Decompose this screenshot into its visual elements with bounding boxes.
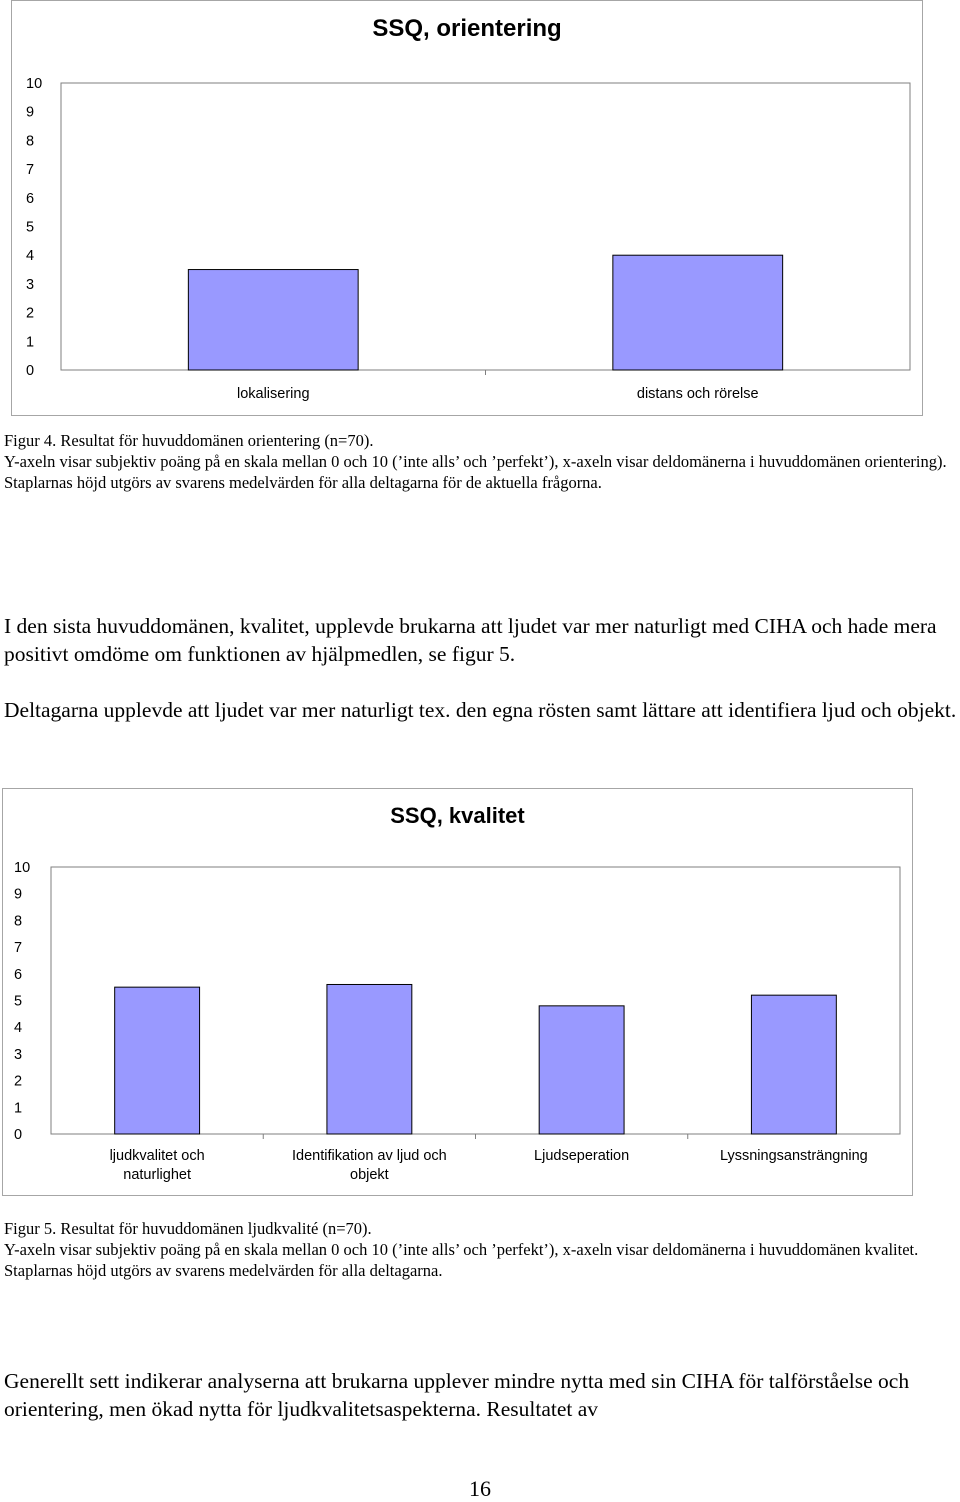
- page-number: 16: [469, 1476, 491, 1501]
- figure5-y-tick-label: 0: [14, 1127, 23, 1143]
- figure5-x-tick-label: Ljudseperation: [534, 1148, 630, 1164]
- figure4-bar: [613, 255, 783, 370]
- figure5-y-tick-label: 4: [14, 1020, 23, 1037]
- figure4-chart-svg: [12, 1, 924, 417]
- figure5-caption-title: Figur 5. Resultat för huvuddomänen ljudkvalité (n=70).: [4, 1219, 372, 1238]
- figure5-y-tick-label: 1: [14, 1100, 23, 1117]
- figure5-x-tick-label: naturlighet: [123, 1167, 191, 1183]
- figure5-y-tick-label: 6: [14, 966, 23, 983]
- paragraph-kvalitet-intro: I den sista huvuddomänen, kvalitet, upplevde brukarna att ljudet var mer naturligt med CIHA och hade mera positivt omdöme om funktionen av hjälpmedlen, se figur 5.: [4, 614, 937, 666]
- figure4-y-tick-label: 5: [26, 219, 35, 236]
- figure4-y-tick-label: 1: [26, 334, 35, 351]
- figure5-y-tick-label: 3: [14, 1046, 23, 1063]
- figure5-caption: [4, 1218, 954, 1281]
- figure4-chart-title: SSQ, orientering: [372, 15, 562, 42]
- figure5-y-tick-label: 10: [14, 860, 31, 876]
- figure5-y-tick-label: 9: [14, 886, 23, 903]
- figure5-x-tick-label: Lyssningsansträngning: [719, 1148, 868, 1164]
- figure5-chart: [2, 788, 913, 1196]
- figure5-bar: [751, 995, 836, 1134]
- figure4-y-tick-label: 4: [26, 248, 35, 265]
- figure5-chart-title: SSQ, kvalitet: [390, 803, 525, 828]
- figure5-x-tick-label: ljudkvalitet och: [109, 1148, 205, 1164]
- figure5-chart-svg: [3, 789, 914, 1197]
- figure4-y-tick-label: 2: [26, 305, 35, 322]
- paragraph-deltagarna: Deltagarna upplevde att ljudet var mer naturligt tex. den egna rösten samt lättare att identifiera ljud och objekt.: [4, 698, 957, 722]
- figure5-y-tick-label: 5: [14, 993, 23, 1010]
- figure4-x-tick-label: distans och rörelse: [636, 386, 759, 402]
- figure4-y-tick-label: 6: [26, 190, 35, 207]
- figure4-y-tick-label: 10: [26, 76, 43, 92]
- figure4-chart: [11, 0, 923, 416]
- figure4-y-tick-label: 9: [26, 104, 35, 121]
- paragraph-generellt: Generellt sett indikerar analyserna att brukarna upplever mindre nytta med sin CIHA för talförståelse och orientering, men ökad nytta för ljudkvalitetsaspekterna. Resultatet av: [4, 1369, 910, 1421]
- figure5-bar: [327, 984, 412, 1134]
- figure4-y-tick-label: 3: [26, 276, 35, 293]
- figure5-y-tick-label: 7: [14, 940, 23, 957]
- figure4-bar: [188, 270, 358, 370]
- figure5-x-tick-label: Identifikation av ljud och: [291, 1148, 447, 1164]
- figure4-caption-description: Y-axeln visar subjektiv poäng på en skala mellan 0 och 10 (’inte alls’ och ’perfekt’), x-axeln visar deldomänerna i huvuddomänen orientering). Staplarnas höjd utgörs av svarens medelvärden för alla deltagarna för de aktuella frågorna.: [4, 452, 947, 492]
- figure4-y-tick-label: 0: [26, 363, 35, 379]
- figure5-x-tick-label: objekt: [350, 1167, 389, 1183]
- figure5-bar: [115, 987, 200, 1134]
- figure4-y-tick-label: 8: [26, 133, 35, 150]
- figure5-bar: [539, 1006, 624, 1134]
- figure5-y-tick-label: 8: [14, 913, 23, 930]
- figure5-caption-description: Y-axeln visar subjektiv poäng på en skala mellan 0 och 10 (’inte alls’ och ’perfekt’), x-axeln visar deldomänerna i huvuddomänen kvalitet. Staplarnas höjd utgörs av svarens medelvärden för alla deltagarna.: [4, 1240, 919, 1280]
- figure4-caption-title: Figur 4. Resultat för huvuddomänen orientering (n=70).: [4, 431, 374, 450]
- figure4-y-tick-label: 7: [26, 162, 35, 179]
- figure5-y-tick-label: 2: [14, 1073, 23, 1090]
- figure4-x-tick-label: lokalisering: [236, 386, 310, 402]
- figure4-caption: [4, 430, 954, 493]
